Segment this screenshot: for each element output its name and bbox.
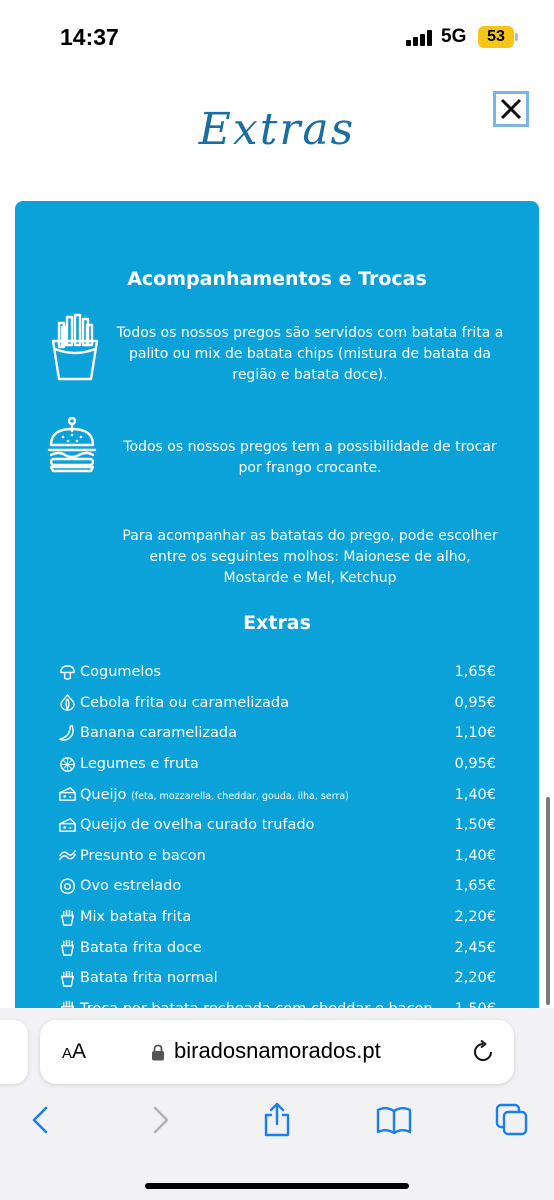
- extra-row: [58, 688, 496, 719]
- lock-icon: [151, 1044, 165, 1061]
- mushroom-icon: [58, 663, 77, 682]
- tabs-icon[interactable]: [494, 1102, 530, 1138]
- battery-icon: 53: [478, 26, 514, 48]
- extra-row: [58, 932, 496, 963]
- reader-options-button[interactable]: AA: [62, 1040, 87, 1063]
- extra-price: 2,20€: [454, 909, 496, 926]
- extra-name: Queijo (feta, mozzarella, cheddar, gouda, ilha, serra): [80, 786, 349, 803]
- signal-icon: [406, 30, 434, 46]
- sauces-info-text: Para acompanhar as batatas do prego, pode escolher entre os seguintes molhos: Maionese de alho, Mostarde e Mel, Ketchup: [122, 528, 498, 586]
- status-time: 14:37: [60, 24, 119, 50]
- extra-price: 1,50€: [454, 817, 496, 834]
- burger-icon: [47, 417, 97, 473]
- vegetables-icon: [58, 755, 77, 774]
- page-title: Extras: [198, 104, 356, 155]
- onion-icon: [58, 693, 77, 712]
- fries-icon: [58, 908, 77, 927]
- extra-name: Presunto e bacon: [80, 847, 206, 864]
- previous-tab-peek[interactable]: [0, 1020, 28, 1084]
- fries-icon: [58, 938, 77, 957]
- cheese-icon: [58, 785, 77, 804]
- extra-name: Mix batata frita: [80, 909, 192, 926]
- extra-row: [58, 749, 496, 780]
- extra-name: Banana caramelizada: [80, 725, 237, 742]
- url-text: biradosnamorados.pt: [174, 1038, 381, 1063]
- fries-box-icon: [49, 313, 101, 381]
- extra-row: [58, 779, 496, 810]
- fries-info-text: Todos os nossos pregos são servidos com batata frita a palito ou mix de batata chips (mistura de batata da região e batata doce).: [116, 325, 504, 383]
- extra-name: Cogumelos: [80, 664, 161, 681]
- section-title-extras: Extras: [243, 612, 311, 634]
- back-icon[interactable]: [23, 1102, 59, 1138]
- extra-price: 2,20€: [454, 970, 496, 987]
- scrollbar[interactable]: [546, 797, 550, 1005]
- network-label: 5G: [441, 26, 467, 47]
- extra-row: [58, 718, 496, 749]
- cheese-icon: [58, 816, 77, 835]
- battery-tip: [515, 33, 518, 41]
- extra-row: [58, 657, 496, 688]
- extra-price: 1,40€: [454, 847, 496, 864]
- extra-price: 0,95€: [454, 756, 496, 773]
- extras-list: [58, 657, 496, 1021]
- extra-row: [58, 810, 496, 841]
- home-indicator[interactable]: [145, 1183, 409, 1189]
- status-bar: [0, 0, 554, 70]
- extra-name: Batata frita doce: [80, 939, 202, 956]
- address-bar[interactable]: [40, 1020, 514, 1084]
- extra-name: Legumes e fruta: [80, 756, 199, 773]
- extra-row: [58, 871, 496, 902]
- extra-note: (feta, mozzarella, cheddar, gouda, ilha, serra): [131, 790, 349, 802]
- extras-card: [15, 201, 539, 1021]
- burger-info-text: Todos os nossos pregos tem a possibilidade de trocar por frango crocante.: [123, 439, 497, 476]
- extra-name: Cebola frita ou caramelizada: [80, 694, 289, 711]
- browser-toolbar: [0, 1008, 554, 1200]
- extra-price: 1,65€: [454, 878, 496, 895]
- extra-price: 1,10€: [454, 725, 496, 742]
- extra-row: [58, 841, 496, 872]
- extra-price: 1,40€: [454, 786, 496, 803]
- banana-icon: [58, 724, 77, 743]
- reload-icon[interactable]: [470, 1039, 496, 1065]
- extra-price: 0,95€: [454, 694, 496, 711]
- extra-price: 2,45€: [454, 939, 496, 956]
- extra-name: Queijo de ovelha curado trufado: [80, 817, 315, 834]
- extra-row: [58, 902, 496, 933]
- egg-icon: [58, 877, 77, 896]
- fries-icon: [58, 969, 77, 988]
- bookmarks-icon[interactable]: [376, 1102, 412, 1138]
- extra-name: Batata frita normal: [80, 970, 218, 987]
- share-icon[interactable]: [259, 1102, 295, 1138]
- extra-price: 1,65€: [454, 664, 496, 681]
- extra-name: Ovo estrelado: [80, 878, 182, 895]
- bacon-icon: [58, 846, 77, 865]
- section-title-acompanhamentos: Acompanhamentos e Trocas: [127, 268, 427, 290]
- forward-icon[interactable]: [142, 1102, 178, 1138]
- extra-row: [58, 963, 496, 994]
